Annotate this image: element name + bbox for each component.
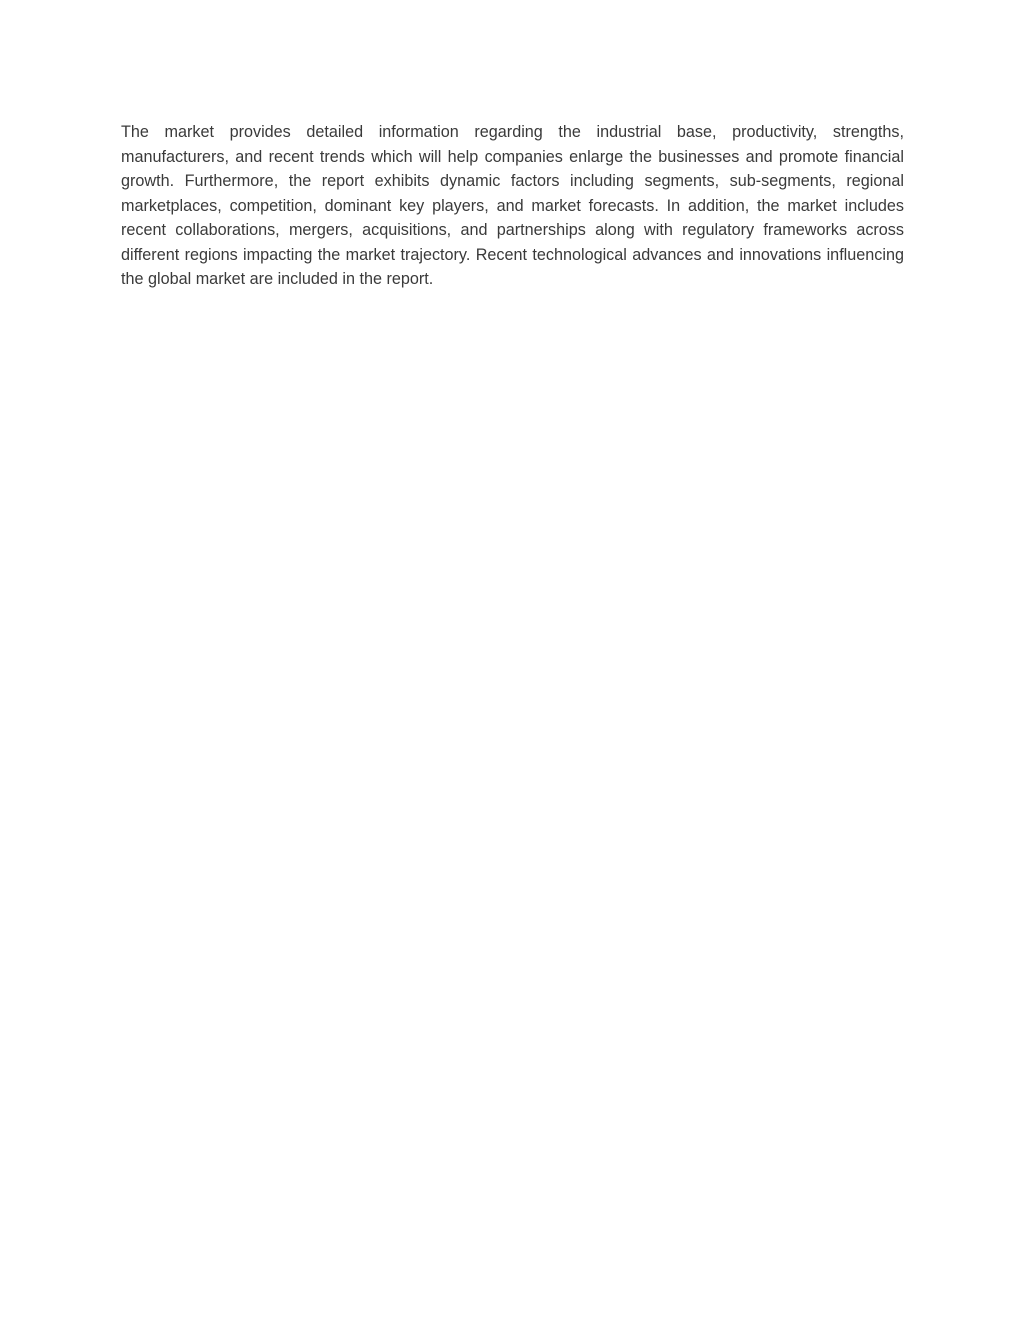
body-paragraph: The market provides detailed information regarding the industrial base, productivity, strengths, manufacturers, and recent trends which will help companies enlarge the businesses and promote financial growth. Furthermore, the report exhibits dynamic factors including segments, sub-segments, regional marketplaces, competition, dominant key players, and market forecasts. In addition, the market includes recent collaborations, mergers, acquisitions, and partnerships along with regulatory frameworks across different regions impacting the market trajectory. Recent technological advances and innovations influencing the global market are included in the report. (121, 123, 904, 288)
